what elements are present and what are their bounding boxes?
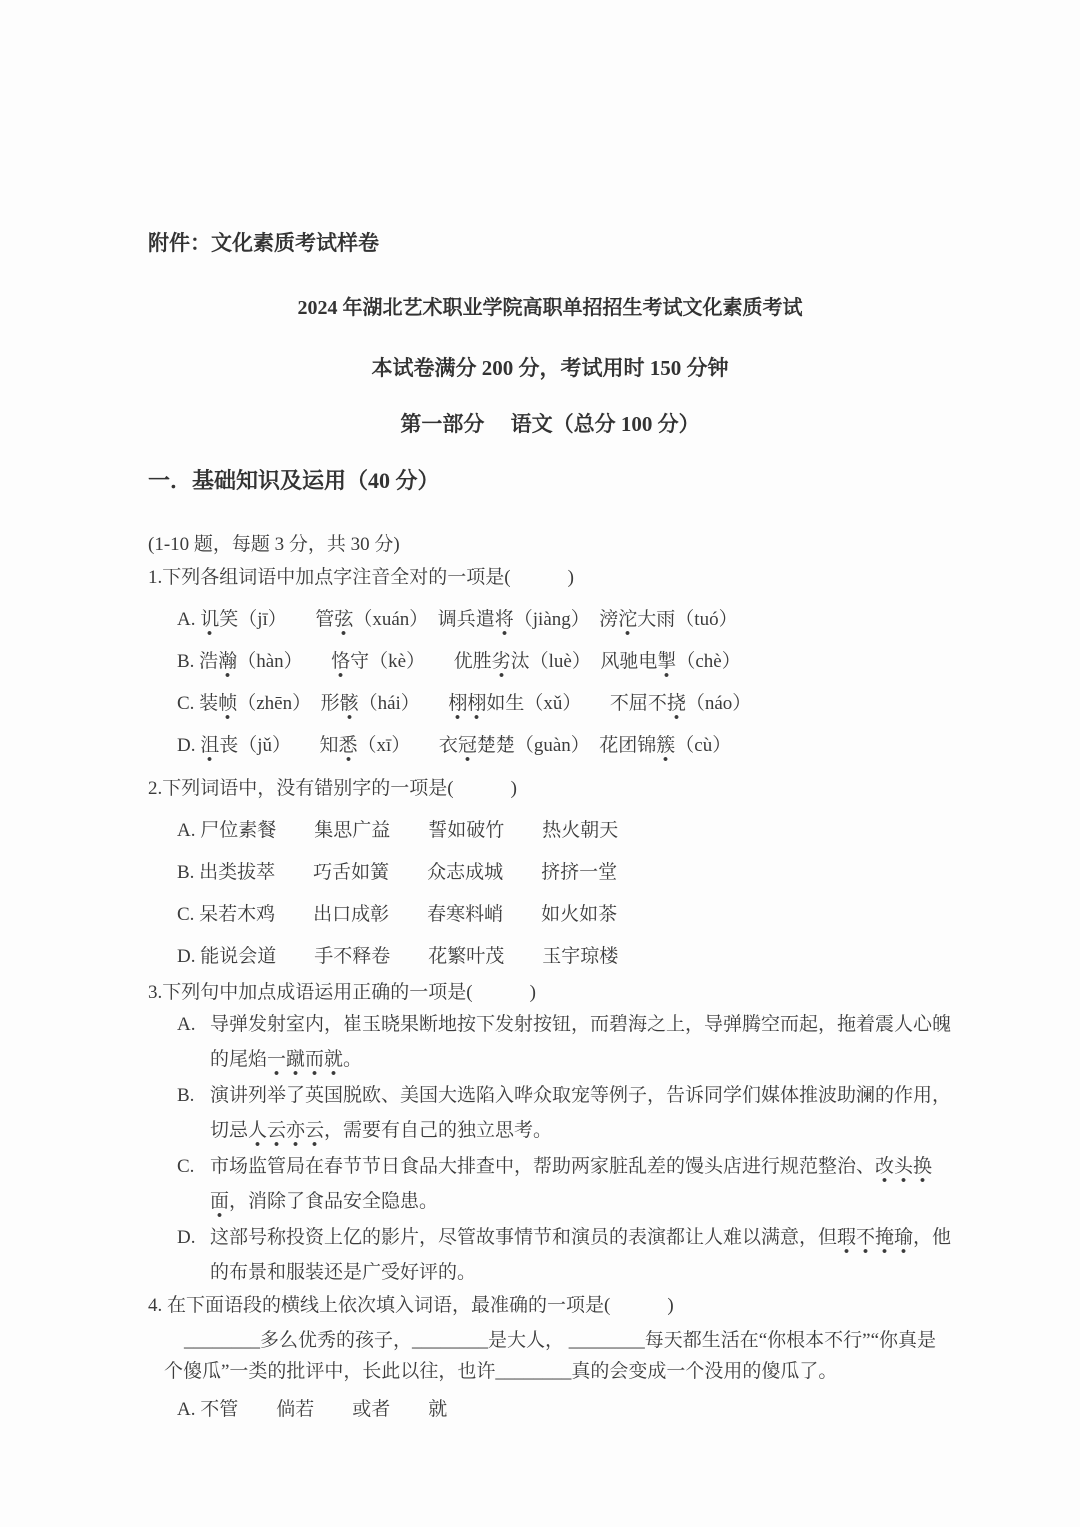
- question-4-option-a: A. 不管 倘若 或者 就: [177, 1399, 448, 1420]
- question-1-option-c: C. 装帧（zhēn） 形骸（hái） 栩栩如生（xǔ） 不屈不挠（náo）: [148, 690, 952, 717]
- option-text: 市场监管局在春节节日食品大排查中，帮助两家脏乱差的馒头店进行规范整治、改头换面，消除了食品安全隐患。: [210, 1149, 952, 1219]
- option-text: 这部号称投资上亿的影片，尽管故事情节和演员的表演都让人难以满意，但瑕不掩瑜，他的布景和服装还是广受好评的。: [210, 1227, 952, 1283]
- option-label: D.: [177, 1227, 196, 1248]
- option-label: C.: [177, 1156, 195, 1177]
- question-3-option-b: [148, 1078, 952, 1148]
- option-text: 导弹发射室内，崔玉晓果断地按下发射按钮，而碧海之上，导弹腾空而起，拖着震人心魄的尾焰一蹴而就。: [210, 1007, 952, 1077]
- question-4-stem: 4. 在下面语段的横线上依次填入词语，最准确的一项是( ): [148, 1295, 674, 1316]
- question-1-option-a: A. 讥笑（jī） 管弦（xuán） 调兵遣将（jiàng） 滂沱大雨（tuó）: [148, 606, 952, 633]
- document-content: [148, 230, 952, 1423]
- question-2-option-a: A. 尸位素餐 集思广益 誓如破竹 热火朝天: [177, 820, 619, 841]
- question-3: [148, 980, 952, 1290]
- question-2-stem: 2.下列词语中，没有错别字的一项是( ): [148, 778, 517, 799]
- question-1-stem: 1.下列各组词语中加点字注音全对的一项是( ): [148, 567, 574, 588]
- question-2-option-c: C. 呆若木鸡 出口成彰 春寒料峭 如火如茶: [177, 904, 618, 925]
- question-3-option-d: [148, 1220, 952, 1290]
- attachment-title: 附件：文化素质考试样卷: [148, 231, 379, 255]
- exam-title: 2024 年湖北艺术职业学院高职单招招生考试文化素质考试: [297, 297, 803, 319]
- option-label: B.: [177, 1085, 195, 1106]
- question-1-option-d: D. 沮丧（jǔ） 知悉（xī） 衣冠楚楚（guàn） 花团锦簇（cù）: [148, 732, 952, 759]
- score-info: 本试卷满分 200 分，考试用时 150 分钟: [371, 356, 729, 380]
- section-title: 一．基础知识及运用（40 分）: [148, 468, 440, 493]
- question-2-option-b: B. 出类拔萃 巧舌如簧 众志成城 挤挤一堂: [177, 862, 618, 883]
- question-1-option-b: B. 浩瀚（hàn） 恪守（kè） 优胜劣汰（luè） 风驰电掣（chè）: [148, 648, 952, 675]
- option-label: A.: [177, 1014, 196, 1035]
- question-1: [148, 565, 952, 759]
- question-3-option-a: [148, 1007, 952, 1077]
- question-3-stem: 3.下列句中加点成语运用正确的一项是( ): [148, 982, 536, 1003]
- section-note: (1-10 题，每题 3 分，共 30 分): [148, 534, 400, 555]
- question-3-option-c: [148, 1149, 952, 1219]
- question-2: [148, 776, 952, 970]
- question-4-paragraph: ________多么优秀的孩子，________是大人， ________每天都生活在“你根本不行”“你真是个傻瓜”一类的批评中，长此以往，也许________真的会变成一个没用的傻瓜了。: [164, 1330, 937, 1382]
- question-2-option-d: D. 能说会道 手不释卷 花繁叶茂 玉宇琼楼: [177, 946, 619, 967]
- option-text: 演讲列举了英国脱欧、美国大选陷入哗众取宠等例子，告诉同学们媒体推波助澜的作用，切忌人云亦云，需要有自己的独立思考。: [210, 1078, 952, 1148]
- question-4: [148, 1293, 952, 1423]
- part-title: 第一部分 语文（总分 100 分）: [400, 412, 700, 436]
